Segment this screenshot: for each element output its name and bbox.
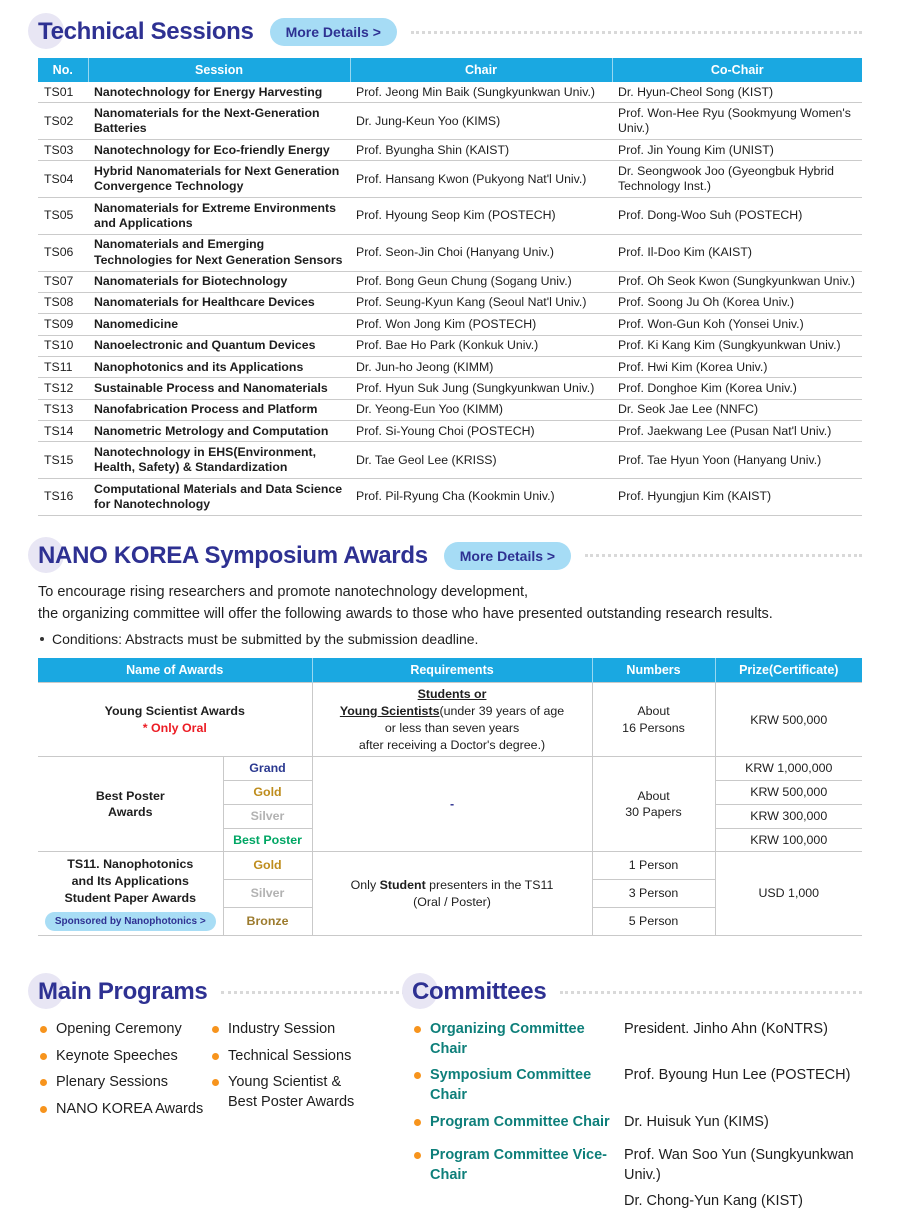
dotted-divider	[221, 991, 412, 994]
session-no: TS10	[38, 335, 88, 356]
symposium-awards-section	[38, 542, 862, 936]
table-row	[38, 82, 862, 103]
dotted-divider	[585, 554, 862, 557]
section-title-text: Main Programs	[38, 978, 208, 1006]
col-header-chair: Chair	[350, 58, 612, 82]
awards-description-line1: To encourage rising researchers and promote nanotechnology development,	[38, 583, 529, 600]
table-row	[38, 852, 862, 880]
ts11-requirements-cell	[312, 852, 592, 936]
tier-silver: Silver	[223, 880, 312, 908]
bullet-icon	[414, 1152, 421, 1159]
col-header-prize: Prize(Certificate)	[715, 658, 862, 683]
bullet-icon	[40, 1106, 47, 1113]
committee-role-label: Symposium Committee Chair	[430, 1067, 592, 1103]
session-chair: Prof. Won Jong Kim (POSTECH)	[350, 314, 612, 335]
prize-grand: KRW 1,000,000	[715, 757, 862, 781]
committee-member	[624, 1113, 862, 1140]
requirement-underline: Young Scientists	[339, 704, 440, 719]
award-name: Awards	[107, 805, 153, 820]
numbers-text: About	[637, 704, 670, 719]
session-title: Nanomaterials for Healthcare Devices	[88, 292, 350, 313]
numbers-bronze: 5 Person	[592, 908, 715, 936]
table-row	[38, 357, 862, 378]
awards-description	[38, 582, 862, 626]
young-scientist-requirements-cell	[312, 683, 592, 757]
session-co-chair: Prof. Hyungjun Kim (KAIST)	[612, 479, 862, 516]
session-no: TS14	[38, 421, 88, 442]
main-programs-column-1	[38, 1020, 210, 1126]
committee-member	[624, 1066, 862, 1105]
list-item	[38, 1100, 210, 1120]
tier-bronze: Bronze	[223, 908, 312, 936]
requirement-bold: Student	[379, 878, 426, 893]
list-item	[210, 1073, 370, 1112]
award-name: Student Paper Awards	[64, 890, 196, 905]
section-title-text: Technical Sessions	[38, 18, 254, 45]
award-name: Young Scientist Awards	[104, 704, 245, 719]
best-poster-numbers-cell	[592, 757, 715, 852]
bullet-icon	[40, 1053, 47, 1060]
session-title: Nanotechnology for Energy Harvesting	[88, 82, 350, 103]
session-no: TS07	[38, 271, 88, 292]
award-name: Best Poster	[95, 788, 165, 803]
tier-gold: Gold	[223, 781, 312, 805]
session-no: TS01	[38, 82, 88, 103]
session-title: Sustainable Process and Nanomaterials	[88, 378, 350, 399]
table-row	[38, 161, 862, 198]
symposium-awards-more-details-button[interactable]: More Details >	[444, 542, 571, 570]
bullet-icon	[414, 1026, 421, 1033]
awards-table-header-row	[38, 658, 862, 683]
sessions-table	[38, 58, 862, 516]
main-programs-column-2	[210, 1020, 370, 1126]
table-row	[38, 335, 862, 356]
session-co-chair: Prof. Il-Doo Kim (KAIST)	[612, 234, 862, 271]
dotted-divider	[560, 991, 862, 994]
session-chair: Prof. Bae Ho Park (Konkuk Univ.)	[350, 335, 612, 356]
session-no: TS06	[38, 234, 88, 271]
session-chair: Dr. Yeong-Eun Yoo (KIMM)	[350, 399, 612, 420]
ts11-awards-name-cell	[38, 852, 223, 936]
session-chair: Dr. Jung-Keun Yoo (KIMS)	[350, 103, 612, 140]
program-label: Technical Sessions	[228, 1047, 352, 1064]
session-co-chair: Prof. Jin Young Kim (UNIST)	[612, 140, 862, 161]
table-row	[38, 198, 862, 235]
program-label: Plenary Sessions	[56, 1074, 169, 1091]
awards-description-line2: the organizing committee will offer the following awards to those who have presented outstanding research results.	[38, 605, 773, 622]
session-co-chair: Prof. Won-Hee Ryu (Sookmyung Women's Univ.)	[612, 103, 862, 140]
col-header-no: No.	[38, 58, 88, 82]
list-item	[38, 1073, 210, 1093]
table-row	[38, 442, 862, 479]
tier-grand: Grand	[223, 757, 312, 781]
session-co-chair: Prof. Hwi Kim (Korea Univ.)	[612, 357, 862, 378]
session-no: TS11	[38, 357, 88, 378]
col-header-numbers: Numbers	[592, 658, 715, 683]
sponsored-by-nanophotonics-button[interactable]: Sponsored by Nanophotonics >	[45, 912, 216, 931]
list-item	[38, 1020, 210, 1040]
numbers-text: About	[637, 788, 670, 803]
session-no: TS04	[38, 161, 88, 198]
list-item	[210, 1047, 370, 1067]
requirement-text: Only	[350, 878, 380, 893]
table-row	[38, 421, 862, 442]
session-title: Nanomaterials for Biotechnology	[88, 271, 350, 292]
committee-member-name: President. Jinho Ahn (KoNTRS)	[624, 1021, 828, 1038]
committee-member	[624, 1020, 862, 1059]
bullet-icon	[40, 637, 44, 641]
list-item	[412, 1066, 862, 1105]
tier-gold: Gold	[223, 852, 312, 880]
committee-role	[412, 1020, 624, 1059]
table-row	[38, 314, 862, 335]
committee-role-label: Program Committee Chair	[430, 1113, 610, 1130]
requirement-text: (under 39 years of age	[439, 704, 565, 719]
session-co-chair: Prof. Tae Hyun Yoon (Hanyang Univ.)	[612, 442, 862, 479]
young-scientist-numbers-cell	[592, 683, 715, 757]
session-title: Nanomaterials for Extreme Environments and Applications	[88, 198, 350, 235]
section-title-text: NANO KOREA Symposium Awards	[38, 541, 428, 569]
table-row	[38, 234, 862, 271]
dotted-divider	[411, 31, 862, 34]
technical-sessions-title	[38, 18, 254, 46]
session-chair: Prof. Hyun Suk Jung (Sungkyunkwan Univ.)	[350, 378, 612, 399]
program-label: Industry Session	[228, 1021, 336, 1038]
session-co-chair: Prof. Donghoe Kim (Korea Univ.)	[612, 378, 862, 399]
session-no: TS13	[38, 399, 88, 420]
session-chair: Prof. Si-Young Choi (POSTECH)	[350, 421, 612, 442]
session-no: TS16	[38, 479, 88, 516]
prize-gold: KRW 500,000	[715, 781, 862, 805]
table-row	[38, 292, 862, 313]
table-row	[38, 271, 862, 292]
session-title: Nanophotonics and its Applications	[88, 357, 350, 378]
requirement-text: after receiving a Doctor's degree.)	[358, 737, 546, 752]
session-co-chair: Dr. Seongwook Joo (Gyeongbuk Hybrid Technology Inst.)	[612, 161, 862, 198]
session-no: TS15	[38, 442, 88, 479]
program-label: Opening Ceremony	[56, 1021, 182, 1038]
program-label: Keynote Speeches	[56, 1047, 178, 1064]
list-item	[412, 1113, 862, 1140]
best-poster-requirements-cell: -	[312, 757, 592, 852]
sessions-table-header-row	[38, 58, 862, 82]
committee-member-name: Prof. Wan Soo Yun (Sungkyunkwan Univ.)	[624, 1147, 854, 1183]
program-label: Young Scientist & Best Poster Awards	[228, 1074, 355, 1110]
session-no: TS08	[38, 292, 88, 313]
symposium-awards-title	[38, 542, 428, 570]
session-co-chair: Prof. Oh Seok Kwon (Sungkyunkwan Univ.)	[612, 271, 862, 292]
session-title: Nanotechnology in EHS(Environment, Health, Safety) & Standardization	[88, 442, 350, 479]
ts11-prize-cell: USD 1,000	[715, 852, 862, 936]
session-title: Computational Materials and Data Science for Nanotechnology	[88, 479, 350, 516]
session-co-chair: Prof. Soong Ju Oh (Korea Univ.)	[612, 292, 862, 313]
session-title: Nanofabrication Process and Platform	[88, 399, 350, 420]
session-chair: Prof. Pil-Ryung Cha (Kookmin Univ.)	[350, 479, 612, 516]
list-item	[210, 1020, 370, 1040]
col-header-requirements: Requirements	[312, 658, 592, 683]
main-programs-title	[38, 978, 207, 1006]
list-item	[38, 1047, 210, 1067]
requirement-text: (Oral / Poster)	[413, 894, 491, 909]
session-title: Nanomaterials and Emerging Technologies for Next Generation Sensors	[88, 234, 350, 271]
committees-list	[412, 1020, 862, 1219]
committee-member	[624, 1146, 862, 1219]
session-chair: Prof. Jeong Min Baik (Sungkyunkwan Univ.)	[350, 82, 612, 103]
committee-role	[412, 1146, 624, 1219]
best-poster-name-cell	[38, 757, 223, 852]
session-chair: Prof. Seung-Kyun Kang (Seoul Nat'l Univ.)	[350, 292, 612, 313]
program-label: NANO KOREA Awards	[56, 1100, 204, 1117]
session-no: TS02	[38, 103, 88, 140]
session-no: TS12	[38, 378, 88, 399]
session-title: Nanometric Metrology and Computation	[88, 421, 350, 442]
table-row	[38, 378, 862, 399]
session-chair: Prof. Byungha Shin (KAIST)	[350, 140, 612, 161]
table-row	[38, 479, 862, 516]
table-row	[38, 757, 862, 781]
bullet-icon	[414, 1119, 421, 1126]
table-row	[38, 683, 862, 757]
session-title: Nanomaterials for the Next-Generation Batteries	[88, 103, 350, 140]
bullet-icon	[212, 1053, 219, 1060]
award-name: and Its Applications	[71, 873, 189, 888]
tier-best-poster: Best Poster	[223, 828, 312, 852]
prize-silver: KRW 300,000	[715, 804, 862, 828]
session-chair: Dr. Tae Geol Lee (KRISS)	[350, 442, 612, 479]
session-co-chair: Prof. Won-Gun Koh (Yonsei Univ.)	[612, 314, 862, 335]
prize-best-poster: KRW 100,000	[715, 828, 862, 852]
session-co-chair: Prof. Ki Kang Kim (Sungkyunkwan Univ.)	[612, 335, 862, 356]
awards-conditions-text: Conditions: Abstracts must be submitted by the submission deadline.	[52, 631, 479, 648]
committee-role-label: Program Committee Vice-Chair	[430, 1147, 608, 1183]
bullet-icon	[40, 1079, 47, 1086]
session-title: Nanomedicine	[88, 314, 350, 335]
session-chair: Prof. Hyoung Seop Kim (POSTECH)	[350, 198, 612, 235]
requirement-text: presenters in the TS11	[425, 878, 554, 893]
session-chair: Prof. Seon-Jin Choi (Hanyang Univ.)	[350, 234, 612, 271]
committee-member-name: Prof. Byoung Hun Lee (POSTECH)	[624, 1067, 851, 1084]
bullet-icon	[212, 1079, 219, 1086]
session-chair: Dr. Jun-ho Jeong (KIMM)	[350, 357, 612, 378]
award-name: TS11. Nanophotonics	[67, 857, 194, 872]
bullet-icon	[212, 1026, 219, 1033]
awards-conditions	[38, 631, 862, 647]
session-title: Nanoelectronic and Quantum Devices	[88, 335, 350, 356]
numbers-silver: 3 Person	[592, 880, 715, 908]
session-no: TS03	[38, 140, 88, 161]
young-scientist-prize-cell: KRW 500,000	[715, 683, 862, 757]
session-co-chair: Prof. Dong-Woo Suh (POSTECH)	[612, 198, 862, 235]
tier-silver: Silver	[223, 804, 312, 828]
committees-title	[412, 978, 546, 1006]
session-chair: Prof. Bong Geun Chung (Sogang Univ.)	[350, 271, 612, 292]
numbers-text: 16 Persons	[622, 720, 685, 735]
numbers-text: 30 Papers	[625, 805, 682, 820]
committee-member-name: Dr. Huisuk Yun (KIMS)	[624, 1113, 769, 1130]
section-title-text: Committees	[412, 978, 547, 1006]
session-co-chair: Prof. Jaekwang Lee (Pusan Nat'l Univ.)	[612, 421, 862, 442]
list-item	[412, 1146, 862, 1219]
committees-section	[412, 978, 862, 1226]
technical-sessions-section	[38, 18, 862, 516]
col-header-co-chair: Co-Chair	[612, 58, 862, 82]
technical-sessions-more-details-button[interactable]: More Details >	[270, 18, 397, 46]
young-scientist-name-cell	[38, 683, 312, 757]
session-title: Hybrid Nanomaterials for Next Generation Convergence Technology	[88, 161, 350, 198]
col-header-name-of-awards: Name of Awards	[38, 658, 312, 683]
table-row	[38, 103, 862, 140]
session-co-chair: Dr. Seok Jae Lee (NNFC)	[612, 399, 862, 420]
session-title: Nanotechnology for Eco-friendly Energy	[88, 140, 350, 161]
bullet-icon	[40, 1026, 47, 1033]
table-row	[38, 399, 862, 420]
numbers-gold: 1 Person	[592, 852, 715, 880]
bullet-icon	[414, 1072, 421, 1079]
committee-role	[412, 1113, 624, 1140]
committee-member-name: Dr. Chong-Yun Kang (KIST)	[624, 1193, 803, 1210]
requirement-text: or less than seven years	[384, 720, 520, 735]
committee-role-label: Organizing Committee Chair	[430, 1021, 585, 1057]
table-row	[38, 140, 862, 161]
col-header-session: Session	[88, 58, 350, 82]
session-co-chair: Dr. Hyun-Cheol Song (KIST)	[612, 82, 862, 103]
session-no: TS09	[38, 314, 88, 335]
requirement-underline: Students or	[417, 687, 487, 702]
session-chair: Prof. Hansang Kwon (Pukyong Nat'l Univ.)	[350, 161, 612, 198]
award-note: * Only Oral	[142, 720, 207, 735]
main-programs-section	[38, 978, 412, 1226]
session-no: TS05	[38, 198, 88, 235]
sessions-table-body	[38, 82, 862, 515]
bottom-section	[38, 978, 862, 1226]
list-item	[412, 1020, 862, 1059]
committee-role	[412, 1066, 624, 1105]
awards-table	[38, 658, 862, 936]
